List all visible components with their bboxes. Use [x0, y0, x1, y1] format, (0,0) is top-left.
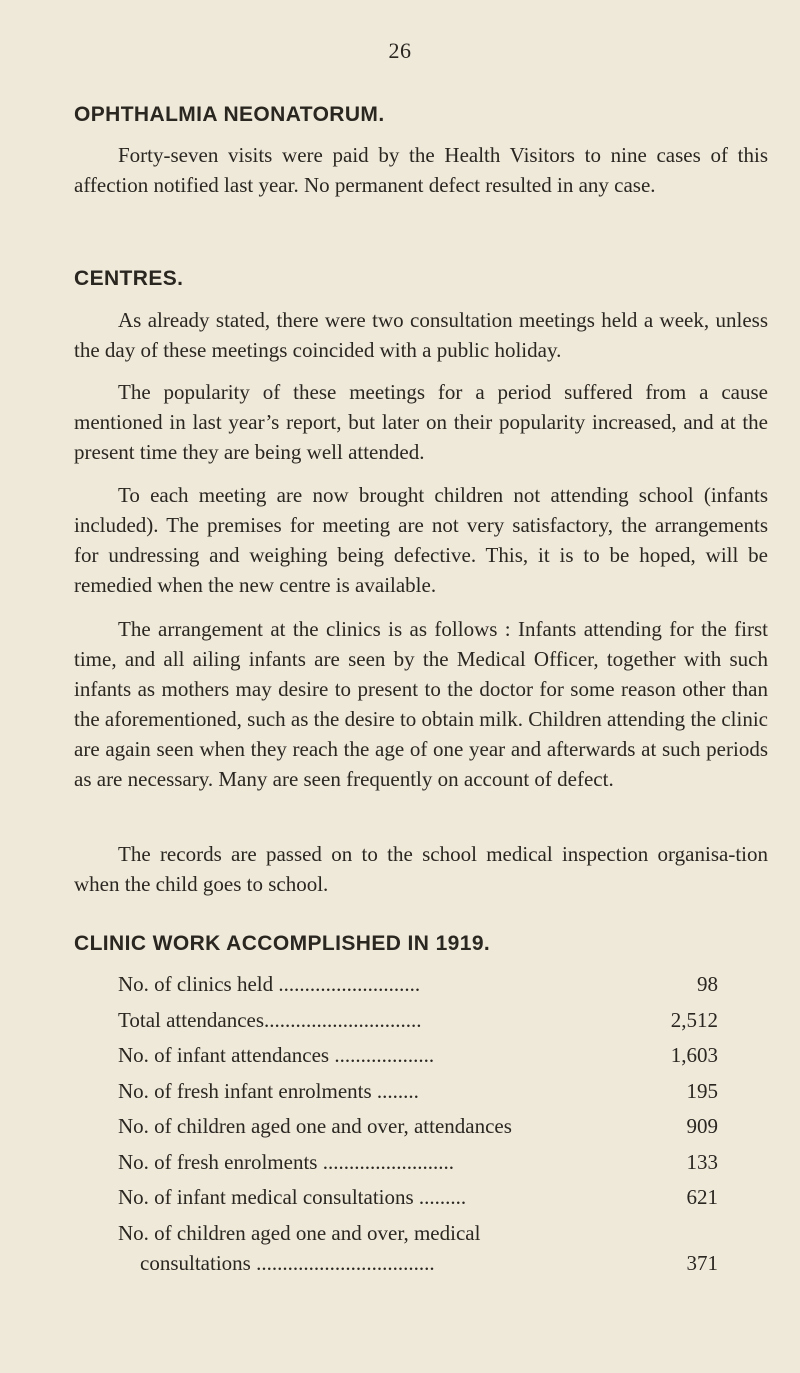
row-value: 2,512	[670, 1007, 718, 1032]
table-row	[118, 1147, 718, 1183]
paragraph-centres-4: The arrangement at the clinics is as follows : Infants attending for the first time, and all ailing infants are seen by the Medical Officer, together with such infants as mothers may desire to present to the doctor for some reason other than the aforementioned, such as the desire to obtain milk. Children attending the clinic are again seen when they reach the age of one year and afterwards at such periods as are necessary. Many are seen frequently on account of defect.	[74, 617, 768, 791]
table-row	[118, 1040, 718, 1076]
heading-centres: CENTRES.	[74, 267, 184, 290]
row-label: Total attendances..............................	[118, 1007, 422, 1032]
row-label: No. of infant medical consultations .........	[118, 1185, 467, 1209]
row-label-continuation: consultations ..................................	[140, 1250, 435, 1275]
table-row	[118, 969, 718, 1005]
table-row	[118, 1005, 718, 1041]
row-label: No. of clinics held ...........................	[118, 972, 421, 996]
table-row	[118, 1182, 718, 1218]
row-label: No. of fresh enrolments .........................	[118, 1149, 454, 1174]
row-label: No. of fresh infant enrolments ........	[118, 1078, 419, 1103]
row-value: 133	[686, 1149, 718, 1174]
table-row	[118, 1111, 718, 1147]
row-value: 98	[697, 972, 718, 996]
page-number: 26	[388, 38, 412, 63]
table-row	[118, 1076, 718, 1112]
paragraph-ophthalmia: Forty-seven visits were paid by the Health Visitors to nine cases of this affection notified last year. No permanent defect resulted in any case.	[74, 143, 768, 197]
row-value: 1,603	[670, 1043, 718, 1067]
row-value: 371	[686, 1250, 718, 1275]
heading-clinic-work: CLINIC WORK ACCOMPLISHED IN 1919.	[74, 932, 491, 955]
row-value: 195	[686, 1078, 718, 1103]
clinic-stats-table	[118, 969, 718, 1282]
paragraph-centres-1: As already stated, there were two consultation meetings held a week, unless the day of these meetings coincided with a public holiday.	[74, 308, 768, 362]
row-label: No. of children aged one and over, attendances	[118, 1114, 512, 1138]
row-value: 621	[686, 1185, 718, 1209]
table-row	[118, 1218, 718, 1282]
row-label: No. of infant attendances ...................	[118, 1043, 435, 1067]
heading-ophthalmia: OPHTHALMIA NEONATORUM.	[74, 103, 385, 126]
paragraph-centres-5: The records are passed on to the school medical inspection organisa-tion when the child goes to school.	[74, 842, 768, 896]
row-value: 909	[686, 1114, 718, 1138]
paragraph-centres-3: To each meeting are now brought children not attending school (infants included). The premises for meeting are not very satisfactory, the arrangements for undressing and weighing being defective. This, it is to be hoped, will be remedied when the new centre is available.	[74, 483, 768, 597]
paragraph-centres-2: The popularity of these meetings for a period suffered from a cause mentioned in last year’s report, but later on their popularity increased, and at the present time they are being well attended.	[74, 380, 768, 464]
row-label: No. of children aged one and over, medical	[118, 1220, 481, 1245]
